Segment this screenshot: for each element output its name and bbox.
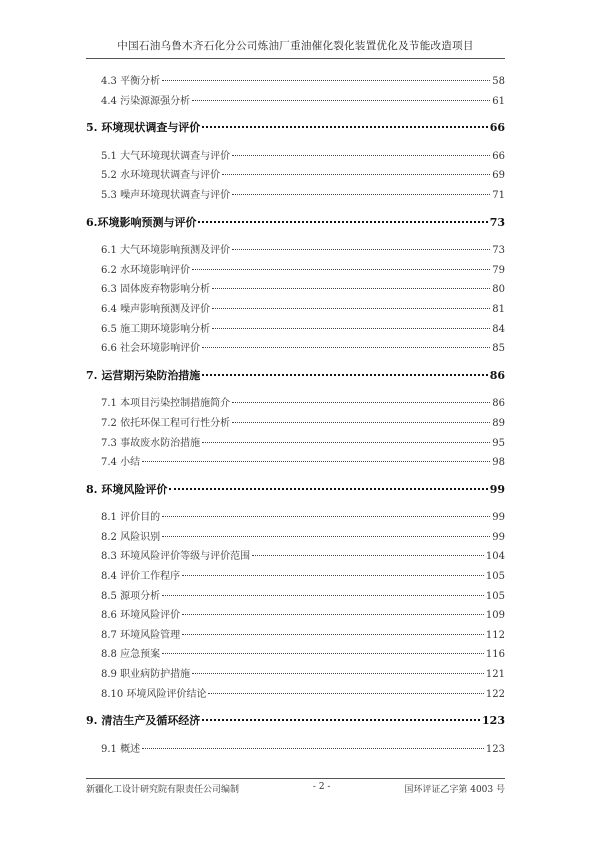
toc-entry-page-number: 109 (485, 610, 505, 622)
toc-chapter-entry[interactable] (86, 712, 505, 732)
toc-entry-title: 6.5 施工期环境影响分析 (101, 323, 211, 335)
toc-section-entry[interactable] (86, 186, 505, 206)
toc-entry-page-number: 95 (492, 437, 505, 449)
toc-entry-title: 5. 环境现状调查与评价 (86, 121, 201, 135)
table-of-contents (86, 72, 505, 759)
toc-entry-page-number: 99 (489, 482, 505, 496)
toc-entry-title: 8.4 评价工作程序 (101, 571, 181, 583)
toc-dot-leader (198, 221, 487, 223)
toc-entry-page-number: 81 (492, 303, 505, 315)
toc-dot-leader (202, 374, 487, 376)
toc-entry-page-number: 69 (492, 170, 505, 182)
toc-dot-leader (162, 536, 490, 537)
toc-dot-leader (202, 347, 490, 348)
toc-section-entry[interactable] (86, 72, 505, 92)
toc-section-entry[interactable] (86, 92, 505, 112)
toc-dot-leader (162, 595, 484, 596)
toc-dot-leader (212, 328, 490, 329)
toc-section-entry[interactable] (86, 740, 505, 760)
toc-entry-title: 6.1 大气环境影响预测及评价 (101, 245, 231, 257)
toc-section-entry[interactable] (86, 567, 505, 587)
toc-dot-leader (202, 126, 487, 128)
toc-entry-title: 8.2 风险识别 (101, 531, 161, 543)
toc-entry-page-number: 61 (492, 95, 505, 107)
toc-section-entry[interactable] (86, 280, 505, 300)
toc-dot-leader (182, 634, 484, 635)
toc-dot-leader (182, 614, 484, 615)
toc-dot-leader (212, 288, 490, 289)
toc-entry-page-number: 105 (485, 571, 505, 583)
toc-entry-page-number: 98 (492, 457, 505, 469)
toc-entry-page-number: 104 (485, 551, 505, 563)
toc-entry-page-number: 71 (492, 189, 505, 201)
toc-entry-title: 8.3 环境风险评价等级与评价范围 (101, 551, 251, 563)
toc-entry-title: 7.2 依托环保工程可行性分析 (101, 417, 231, 429)
toc-dot-leader (212, 308, 490, 309)
toc-dot-leader (232, 422, 490, 423)
toc-dot-leader (162, 80, 490, 81)
footer-page-number: - 2 - (312, 782, 331, 792)
toc-entry-title: 5.2 水环境现状调查与评价 (101, 170, 221, 182)
toc-chapter-entry[interactable] (86, 367, 505, 387)
toc-entry-title: 6.4 噪声影响预测及评价 (101, 303, 211, 315)
toc-entry-title: 8.5 源项分析 (101, 590, 161, 602)
toc-section-entry[interactable] (86, 394, 505, 414)
toc-section-entry[interactable] (86, 606, 505, 626)
toc-entry-title: 5.1 大气环境现状调查与评价 (101, 150, 231, 162)
toc-entry-page-number: 86 (492, 398, 505, 410)
toc-entry-title: 4.3 平衡分析 (101, 76, 161, 87)
toc-dot-leader (252, 555, 484, 556)
toc-entry-page-number: 86 (489, 368, 505, 382)
toc-entry-page-number: 58 (492, 76, 505, 87)
toc-entry-title: 7.3 事故废水防治措施 (101, 437, 201, 449)
toc-entry-page-number: 79 (492, 264, 505, 276)
toc-dot-leader (192, 100, 490, 101)
toc-section-entry[interactable] (86, 320, 505, 340)
header-divider (86, 58, 505, 59)
toc-entry-page-number: 73 (489, 215, 505, 229)
toc-dot-leader (202, 442, 490, 443)
toc-entry-page-number: 121 (485, 669, 505, 681)
toc-section-entry[interactable] (86, 414, 505, 434)
toc-entry-title: 6.3 固体废弃物影响分析 (101, 284, 211, 296)
toc-dot-leader (202, 719, 480, 721)
toc-section-entry[interactable] (86, 587, 505, 607)
toc-section-entry[interactable] (86, 645, 505, 665)
toc-section-entry[interactable] (86, 261, 505, 281)
toc-entry-page-number: 99 (492, 512, 505, 524)
toc-section-entry[interactable] (86, 241, 505, 261)
toc-section-entry[interactable] (86, 434, 505, 454)
toc-entry-title: 9.1 概述 (101, 743, 141, 755)
toc-dot-leader (142, 461, 490, 462)
toc-entry-page-number: 123 (482, 714, 505, 728)
toc-section-entry[interactable] (86, 685, 505, 705)
toc-dot-leader (232, 249, 490, 250)
toc-dot-leader (222, 174, 490, 175)
toc-entry-page-number: 89 (492, 417, 505, 429)
toc-dot-leader (182, 575, 484, 576)
toc-entry-page-number: 66 (492, 150, 505, 162)
toc-section-entry[interactable] (86, 453, 505, 473)
toc-entry-title: 7.4 小结 (101, 457, 141, 469)
toc-entry-title: 8.7 环境风险管理 (101, 629, 181, 641)
toc-entry-page-number: 66 (489, 121, 505, 135)
toc-section-entry[interactable] (86, 528, 505, 548)
toc-section-entry[interactable] (86, 665, 505, 685)
toc-chapter-entry[interactable] (86, 214, 505, 234)
toc-entry-title: 6.6 社会环境影响评价 (101, 343, 201, 355)
toc-entry-title: 7. 运营期污染防治措施 (86, 368, 201, 382)
toc-entry-page-number: 122 (485, 688, 505, 700)
toc-section-entry[interactable] (86, 339, 505, 359)
toc-dot-leader (232, 194, 490, 195)
toc-entry-title: 8.6 环境风险评价 (101, 610, 181, 622)
toc-section-entry[interactable] (86, 547, 505, 567)
toc-entry-page-number: 73 (492, 245, 505, 257)
toc-entry-page-number: 123 (485, 743, 505, 755)
toc-entry-title: 7.1 本项目污染控制措施简介 (101, 398, 231, 410)
toc-dot-leader (142, 748, 484, 749)
toc-entry-title: 8.8 应急预案 (101, 649, 161, 661)
toc-dot-leader (169, 488, 487, 490)
toc-dot-leader (192, 269, 490, 270)
toc-section-entry[interactable] (86, 147, 505, 167)
toc-entry-title: 4.4 污染源源强分析 (101, 95, 191, 107)
toc-dot-leader (192, 673, 484, 674)
toc-section-entry[interactable] (86, 626, 505, 646)
toc-section-entry[interactable] (86, 300, 505, 320)
toc-chapter-entry[interactable] (86, 481, 505, 501)
page-header: 中国石油乌鲁木齐石化分公司炼油厂重油催化裂化装置优化及节能改造项目 (117, 40, 474, 52)
toc-dot-leader (232, 155, 490, 156)
toc-chapter-entry[interactable] (86, 119, 505, 139)
toc-entry-title: 8.1 评价目的 (101, 512, 161, 524)
toc-entry-title: 8. 环境风险评价 (86, 482, 168, 496)
toc-entry-page-number: 105 (485, 590, 505, 602)
toc-dot-leader (208, 693, 483, 694)
toc-entry-title: 5.3 噪声环境现状调查与评价 (101, 189, 231, 201)
toc-entry-page-number: 99 (492, 531, 505, 543)
toc-section-entry[interactable] (86, 166, 505, 186)
footer-certificate: 国环评证乙字第 4003 号 (404, 785, 505, 795)
toc-section-entry[interactable] (86, 508, 505, 528)
footer-publisher: 新疆化工设计研究院有限责任公司编制 (86, 785, 240, 795)
toc-entry-page-number: 112 (485, 629, 505, 641)
toc-entry-title: 6.2 水环境影响评价 (101, 264, 191, 276)
toc-entry-page-number: 116 (485, 649, 505, 661)
toc-dot-leader (232, 402, 490, 403)
toc-dot-leader (162, 516, 490, 517)
page-footer (86, 782, 505, 795)
toc-entry-title: 8.9 职业病防护措施 (101, 669, 191, 681)
toc-entry-page-number: 80 (492, 284, 505, 296)
footer-divider (86, 778, 505, 779)
toc-entry-title: 6.环境影响预测与评价 (86, 215, 197, 229)
toc-dot-leader (162, 653, 484, 654)
toc-entry-page-number: 85 (492, 343, 505, 355)
toc-entry-title: 9. 清洁生产及循环经济 (86, 714, 201, 728)
toc-entry-title: 8.10 环境风险评价结论 (101, 688, 207, 700)
toc-entry-page-number: 84 (492, 323, 505, 335)
